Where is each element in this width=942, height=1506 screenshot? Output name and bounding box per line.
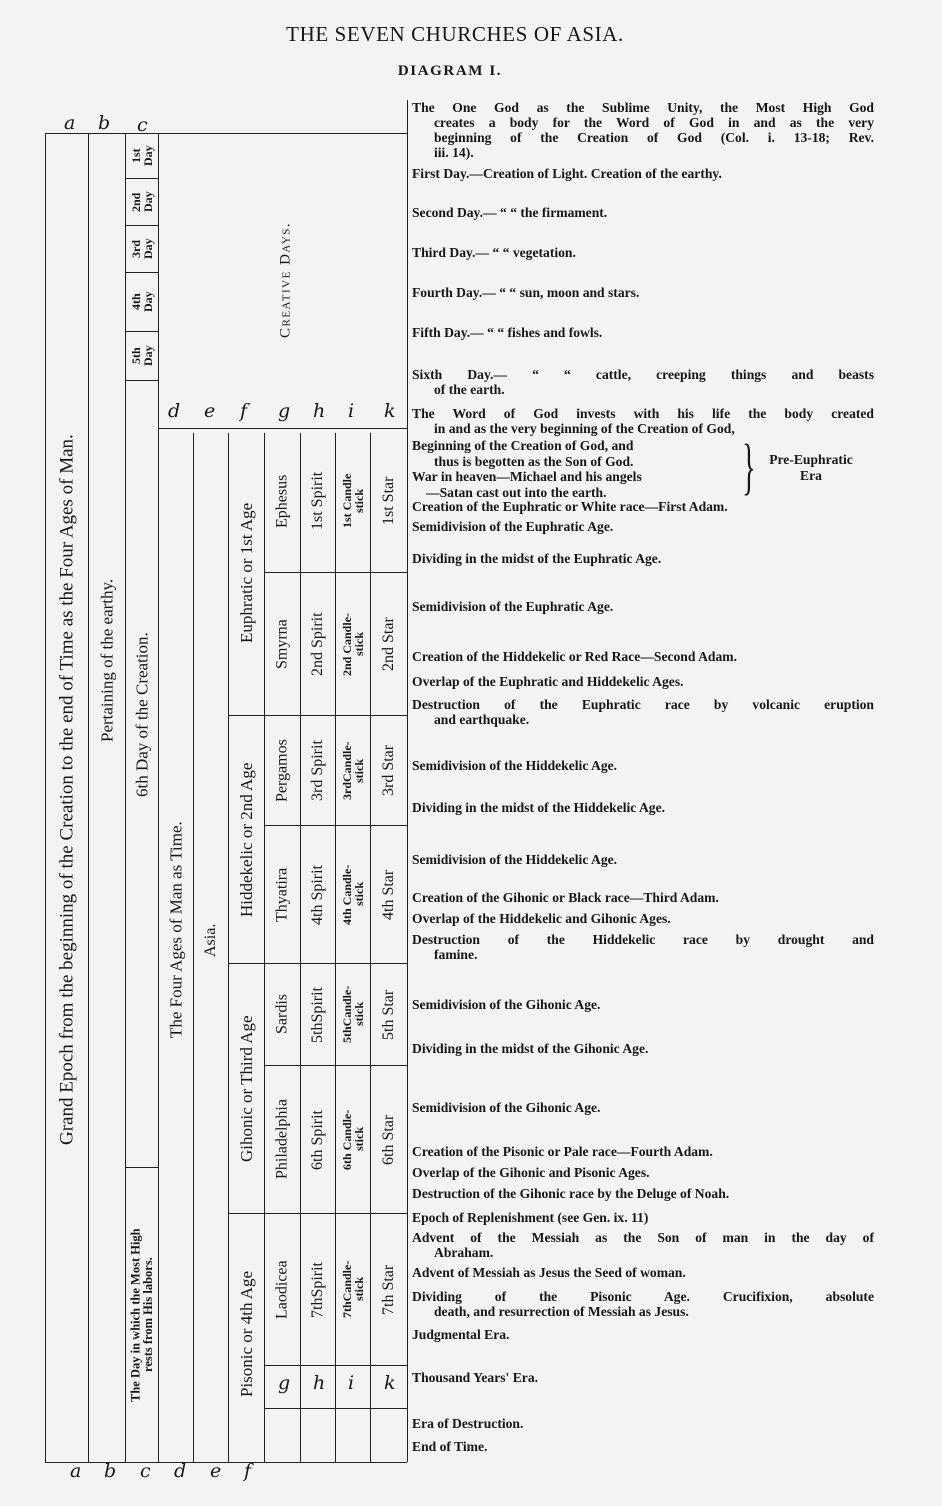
star-7: 7th Star bbox=[380, 1264, 397, 1315]
timeline-note bbox=[412, 406, 874, 436]
note-line: Abraham. bbox=[434, 1245, 494, 1260]
note-line: iii. 14). bbox=[434, 145, 474, 160]
note-line: Creation of the Gihonic or Black race—Third Adam. bbox=[412, 890, 719, 905]
timeline-note bbox=[412, 852, 874, 867]
note-line: Thousand Years' Era. bbox=[412, 1370, 539, 1385]
note-line: of the earth. bbox=[434, 382, 505, 397]
spirit-7: 7thSpirit bbox=[309, 1261, 326, 1318]
spirit-5: 5thSpirit bbox=[309, 986, 326, 1043]
note-line: Overlap of the Euphratic and Hiddekelic Ages. bbox=[412, 674, 684, 689]
asia-label: Asia. bbox=[202, 923, 219, 957]
column-letter-c: c bbox=[137, 114, 148, 136]
timeline-note bbox=[412, 1144, 874, 1159]
pre-euphratic-block bbox=[412, 433, 874, 501]
timeline-note bbox=[412, 697, 874, 727]
note-line: thus is begotten as the Son of God. bbox=[434, 453, 634, 469]
note-line: creates a body for the Word of God in and as the very bbox=[434, 115, 874, 130]
divider bbox=[407, 100, 408, 1462]
timeline-note bbox=[412, 1210, 874, 1225]
pre-euphratic-label: Pre-Euphratic Era bbox=[769, 452, 853, 483]
timeline-note bbox=[412, 1416, 874, 1431]
spirit-2: 2nd Spirit bbox=[309, 612, 326, 676]
diagram-number: DIAGRAM I. bbox=[397, 63, 503, 79]
timeline-note bbox=[412, 325, 874, 340]
timeline-note bbox=[412, 1289, 874, 1319]
row-letter-e: e bbox=[204, 400, 216, 422]
note-line: Destruction of the Hiddekelic race by drought and bbox=[412, 932, 874, 947]
timeline-note bbox=[412, 1370, 874, 1385]
age-euphratic: Euphratic or 1st Age bbox=[237, 502, 256, 643]
note-line: death, and resurrection of Messiah as Jesus. bbox=[434, 1304, 689, 1319]
note-line: End of Time. bbox=[412, 1439, 488, 1454]
timeline-note bbox=[412, 1041, 874, 1056]
timeline-note bbox=[412, 1327, 874, 1342]
row-letter-d: d bbox=[168, 400, 181, 422]
four-ages-label: The Four Ages of Man as Time. bbox=[166, 821, 186, 1039]
row-letter-h-bottom: h bbox=[313, 1372, 326, 1394]
note-line: The One God as the Sublime Unity, the Most High God bbox=[412, 100, 874, 115]
pertaining-label: Pertaining of the earthy. bbox=[97, 578, 117, 742]
spirit-3: 3rd Spirit bbox=[309, 740, 326, 801]
column-letter-a: a bbox=[64, 112, 76, 134]
church-philadelphia: Philadelphia bbox=[273, 1099, 291, 1180]
divider bbox=[88, 133, 89, 1462]
age-gihonic: Gihonic or Third Age bbox=[237, 1015, 256, 1162]
candlestick-5: 5thCandle- stick bbox=[340, 985, 366, 1044]
note-line: Third Day.— “ “ vegetation. bbox=[412, 245, 576, 260]
day-4: 4th Day bbox=[129, 291, 155, 313]
day-1: 1st Day bbox=[129, 145, 155, 167]
note-line: Advent of Messiah as Jesus the Seed of woman. bbox=[412, 1265, 686, 1280]
note-line: Creation of the Euphratic or White race—First Adam. bbox=[412, 499, 728, 514]
church-pergamos: Pergamos bbox=[273, 739, 291, 802]
note-line: Semidivision of the Hiddekelic Age. bbox=[412, 758, 618, 773]
note-line: Semidivision of the Euphratic Age. bbox=[412, 599, 614, 614]
timeline-note bbox=[412, 1265, 874, 1280]
note-line: in and as the very beginning of the Creation of God, bbox=[434, 421, 735, 436]
timeline-note bbox=[412, 100, 874, 160]
note-line: Dividing of the Pisonic Age. Crucifixion, absolute bbox=[412, 1289, 874, 1304]
column-letter-c-bottom: c bbox=[140, 1460, 151, 1482]
candlestick-7: 7thCandle- stick bbox=[340, 1260, 366, 1319]
timeline-note bbox=[412, 499, 874, 514]
grand-epoch-label: Grand Epoch from the beginning of the Creation to the end of Time as the Four Ages of Man. bbox=[56, 434, 78, 1146]
timeline-note bbox=[412, 758, 874, 773]
star-1: 1st Star bbox=[380, 476, 397, 526]
note-line: Dividing in the midst of the Euphratic Age. bbox=[412, 551, 662, 566]
spirit-4: 4th Spirit bbox=[309, 864, 326, 925]
church-laodicea: Laodicea bbox=[273, 1260, 291, 1319]
column-letter-e-bottom: e bbox=[210, 1460, 222, 1482]
note-line: The Word of God invests with his life the body created bbox=[412, 406, 874, 421]
note-line: —Satan cast out into the earth. bbox=[426, 484, 607, 500]
church-sardis: Sardis bbox=[273, 994, 291, 1035]
candlestick-6: 6th Candle- stick bbox=[340, 1109, 366, 1170]
timeline-note bbox=[412, 997, 874, 1012]
spirit-6: 6th Spirit bbox=[309, 1109, 326, 1170]
timeline-note bbox=[412, 1439, 874, 1454]
row-letter-g-bottom: g bbox=[278, 1372, 291, 1394]
row-letter-i-bottom: i bbox=[348, 1372, 355, 1394]
divider bbox=[158, 428, 407, 429]
note-line: Overlap of the Gihonic and Pisonic Ages. bbox=[412, 1165, 650, 1180]
star-2: 2nd Star bbox=[380, 617, 397, 671]
day-of-rest-line: The Day in which the Most High bbox=[128, 1228, 143, 1402]
creative-days-label: Creative Days. bbox=[277, 221, 294, 339]
divider bbox=[264, 1365, 407, 1366]
note-line: Semidivision of the Euphratic Age. bbox=[412, 519, 614, 534]
timeline-note bbox=[412, 932, 874, 962]
candlestick-3: 3rdCandle- stick bbox=[340, 741, 366, 800]
candlestick-1: 1st Candle stick bbox=[340, 473, 366, 529]
note-line: Creation of the Pisonic or Pale race—Fourth Adam. bbox=[412, 1144, 713, 1159]
note-line: and earthquake. bbox=[434, 712, 530, 727]
note-line: beginning of the Creation of God (Col. i. 13-18; Rev. bbox=[434, 130, 874, 145]
timeline-note bbox=[412, 1230, 874, 1260]
note-line: Beginning of the Creation of God, and bbox=[412, 438, 634, 453]
brace-icon: } bbox=[742, 433, 756, 501]
church-ephesus: Ephesus bbox=[273, 474, 291, 528]
divider bbox=[264, 1408, 407, 1409]
column-letter-a-bottom: a bbox=[70, 1460, 82, 1482]
note-line: Overlap of the Hiddekelic and Gihonic Ages. bbox=[412, 911, 671, 926]
row-letter-i: i bbox=[348, 400, 355, 422]
row-letter-k: k bbox=[384, 400, 396, 422]
timeline-note bbox=[412, 551, 874, 566]
note-line: Fifth Day.— “ “ fishes and fowls. bbox=[412, 325, 603, 340]
star-5: 5th Star bbox=[380, 989, 397, 1040]
timeline-note bbox=[412, 166, 874, 181]
note-line: Creation of the Hiddekelic or Red Race—Second Adam. bbox=[412, 649, 737, 664]
church-smyrna: Smyrna bbox=[273, 619, 291, 669]
note-line: Sixth Day.— “ “ cattle, creeping things and beasts bbox=[412, 367, 874, 382]
note-line: War in heaven—Michael and his angels bbox=[412, 469, 642, 484]
timeline-note bbox=[412, 367, 874, 397]
timeline-note bbox=[412, 911, 874, 926]
note-line: Semidivision of the Gihonic Age. bbox=[412, 1100, 601, 1115]
note-line: Dividing in the midst of the Hiddekelic Age. bbox=[412, 800, 666, 815]
column-letter-b-bottom: b bbox=[104, 1460, 117, 1482]
note-line: Dividing in the midst of the Gihonic Age. bbox=[412, 1041, 649, 1056]
church-thyatira: Thyatira bbox=[273, 867, 291, 922]
star-4: 4th Star bbox=[380, 869, 397, 920]
day-3: 3rd Day bbox=[129, 238, 155, 260]
row-letter-h: h bbox=[313, 400, 326, 422]
day-2: 2nd Day bbox=[129, 191, 155, 213]
sixth-day-label: 6th Day of the Creation. bbox=[132, 632, 152, 798]
note-line: Semidivision of the Hiddekelic Age. bbox=[412, 852, 618, 867]
candlestick-2: 2nd Candle- stick bbox=[340, 612, 366, 676]
timeline-note bbox=[412, 519, 874, 534]
day-of-rest-label bbox=[126, 1168, 158, 1462]
timeline-note bbox=[412, 285, 874, 300]
timeline-note bbox=[412, 800, 874, 815]
note-line: Era of Destruction. bbox=[412, 1416, 524, 1431]
divider bbox=[125, 380, 158, 381]
candlestick-4: 4th Candle- stick bbox=[340, 864, 366, 925]
spirit-1: 1st Spirit bbox=[309, 471, 326, 531]
day-of-rest-line: rests from His labors. bbox=[141, 1257, 155, 1373]
note-line: Second Day.— “ “ the firmament. bbox=[412, 205, 608, 220]
column-letter-d-bottom: d bbox=[174, 1460, 187, 1482]
row-letter-f: f bbox=[240, 400, 248, 422]
timeline-note bbox=[412, 245, 874, 260]
note-line: famine. bbox=[434, 947, 478, 962]
note-line: Judgmental Era. bbox=[412, 1327, 510, 1342]
note-line: Epoch of Replenishment (see Gen. ix. 11) bbox=[412, 1210, 649, 1225]
note-line: Fourth Day.— “ “ sun, moon and stars. bbox=[412, 285, 640, 300]
note-line: Semidivision of the Gihonic Age. bbox=[412, 997, 601, 1012]
row-letter-k-bottom: k bbox=[384, 1372, 396, 1394]
star-3: 3rd Star bbox=[380, 744, 397, 797]
page-title: THE SEVEN CHURCHES OF ASIA. bbox=[286, 22, 624, 46]
timeline-note bbox=[412, 1186, 874, 1201]
column-letter-f-bottom: f bbox=[244, 1460, 252, 1482]
note-line: Destruction of the Euphratic race by volcanic eruption bbox=[412, 697, 874, 712]
timeline-note bbox=[412, 1100, 874, 1115]
column-letter-b: b bbox=[98, 112, 111, 134]
timeline-note bbox=[412, 599, 874, 614]
note-line: Destruction of the Gihonic race by the Deluge of Noah. bbox=[412, 1186, 730, 1201]
timeline-note bbox=[412, 205, 874, 220]
timeline-note bbox=[412, 649, 874, 664]
timeline-note bbox=[412, 1165, 874, 1180]
note-line: Advent of the Messiah as the Son of man in the day of bbox=[412, 1230, 874, 1245]
day-5: 5th Day bbox=[129, 345, 155, 367]
row-letter-g: g bbox=[278, 400, 291, 422]
note-line: First Day.—Creation of Light. Creation of the earthy. bbox=[412, 166, 722, 181]
timeline-note bbox=[412, 674, 874, 689]
timeline-note bbox=[412, 890, 874, 905]
age-pisonic: Pisonic or 4th Age bbox=[237, 1270, 256, 1398]
star-6: 6th Star bbox=[380, 1114, 397, 1165]
divider bbox=[45, 1462, 407, 1463]
age-hiddekelic: Hiddekelic or 2nd Age bbox=[237, 762, 256, 917]
